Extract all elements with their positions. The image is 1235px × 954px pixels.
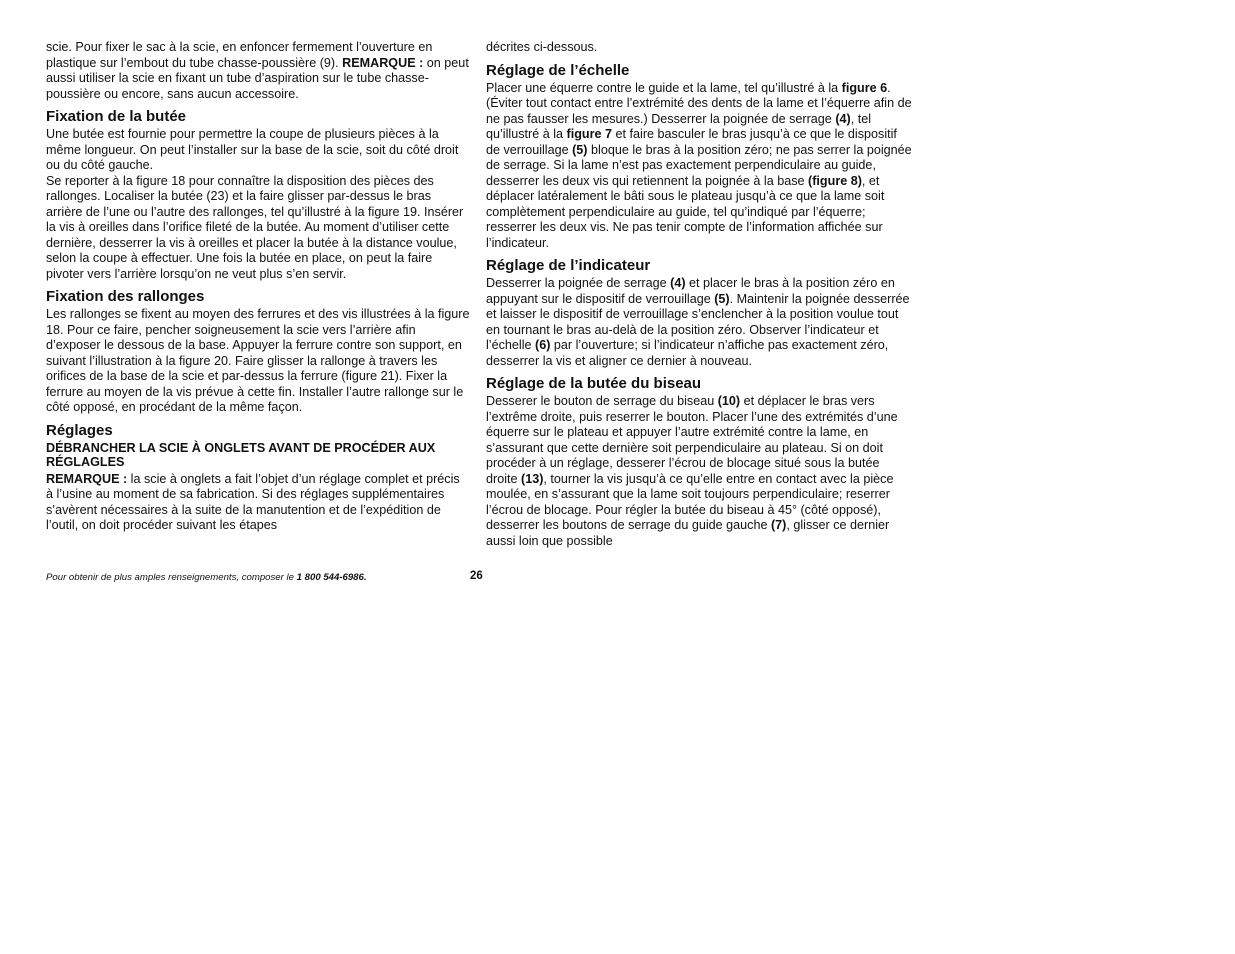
heading-fixation-rallonges: Fixation des rallonges bbox=[46, 288, 205, 305]
text: , et déplacer latéralement le bâti sous le plateau jusqu’à ce que la lame soit complètement perpendiculaire au guide, tel qu’indiqué par l’équerre; resserrer les deux vis. Ne pas tenir compte de l’information affichée sur l’indicateur. bbox=[486, 173, 885, 250]
phone-number: 1 800 544-6986. bbox=[296, 572, 367, 583]
page-number: 26 bbox=[470, 570, 483, 582]
text: , glisser ce dernier aussi loin que possible bbox=[486, 518, 890, 548]
rallonges-paragraph: Les rallonges se fixent au moyen des ferrures et des vis illustrées à la figure 18. Pour ce faire, pencher soigneusement la scie vers l’arrière afin d’exposer le dessous de la base. Appuyer la ferrure contre son support, en suivant l’illustration à la figure 20. Faire glisser la rallonge à travers les orifices de la base de la scie et par-dessus la ferrure (figure 21). Fixer la ferrure au moyen de la vis prévue à cette fin. Installer l’autre rallonge sur le côté opposé, en procédant de la même façon. bbox=[46, 307, 470, 414]
text: on peut aussi utiliser la scie en fixant un tube d’aspiration sur le tube chasse-poussière ou encore, sans aucun accessoire. bbox=[46, 55, 469, 101]
text: , tourner la vis jusqu’à ce qu’elle entre en contact avec la pièce moulée, en s’assurant que la lame soit toujours perpendiculaire; reserrer l’écrou de blocage. Pour régler la butée du biseau à 45° (côté opposé), desserrer les boutons de serrage du guide gauche bbox=[486, 471, 894, 532]
figure-ref: figure 7 bbox=[566, 127, 613, 141]
part-ref: (6) bbox=[535, 338, 551, 352]
footer-note bbox=[46, 572, 367, 583]
remarque-label: REMARQUE : bbox=[342, 55, 424, 70]
text: . Maintenir la poignée desserrée et laisser le dispositif de verrouillage s’enclencher à la position voulue tout en tournant le bras au-delà de la position zéro. Observer l’indicateur et l’échelle bbox=[486, 291, 910, 352]
text: et placer le bras à la position zéro en appuyant sur le dispositif de verrouillage bbox=[486, 276, 895, 306]
echelle-paragraph bbox=[486, 81, 914, 252]
part-ref: (4) bbox=[835, 111, 851, 126]
text: Desserer le bouton de serrage du biseau bbox=[486, 394, 718, 408]
part-ref: (13) bbox=[521, 471, 544, 486]
heading-reglage-echelle: Réglage de l’échelle bbox=[486, 61, 630, 79]
warning-unplug: DÉBRANCHER LA SCIE À ONGLETS AVANT DE PROCÉDER AUX RÉGLAGLES bbox=[46, 440, 436, 469]
heading-reglages: Réglages bbox=[46, 421, 113, 439]
text: la scie à onglets a fait l’objet d’un réglage complet et précis à l’usine au moment de sa fabrication. Si des réglages supplémentaires s’avèrent nécessaires à la suite de la manutention et de l’expédition de l’outil, on doit procéder suivant les étapes bbox=[46, 471, 460, 532]
text: et déplacer le bras vers l’extrême droite, puis reserrer le bouton. Placer l’une des extrémités d’une équerre sur le plateau et appuyer l’autre extrémité contre la lame, en s’assurant que cette dernière soit perpendiculaire au plateau. Si on doit procéder à un réglage, desserer l’écrou de blocage situé sous la butée droite bbox=[486, 394, 898, 486]
text: , tel qu’illustré à la bbox=[486, 111, 872, 141]
footer-text: Pour obtenir de plus amples renseignements, composer le bbox=[46, 572, 297, 583]
reglages-paragraph bbox=[46, 472, 470, 534]
heading-reglage-butee-biseau: Réglage de la butée du biseau bbox=[486, 375, 702, 392]
remarque-label: REMARQUE : bbox=[46, 471, 128, 486]
text: Placer une équerre contre le guide et la lame, tel qu’illustré à la bbox=[486, 80, 842, 95]
text: . (Éviter tout contact entre l’extrémité des dents de la lame et l’équerre afin de ne pas fausser les mesures.) Desserrer la poignée de serrage bbox=[486, 80, 912, 126]
heading-fixation-butee: Fixation de la butée bbox=[46, 108, 187, 125]
biseau-paragraph bbox=[486, 394, 914, 549]
figure-ref: figure 6 bbox=[841, 80, 888, 95]
part-ref: (5) bbox=[572, 142, 588, 157]
part-ref: (7) bbox=[770, 518, 787, 532]
text: par l’ouverture; si l’indicateur n’affiche pas exactement zéro, desserrer la vis et aligner ce dernier à nouveau. bbox=[486, 338, 889, 368]
left-column bbox=[46, 40, 470, 534]
right-column bbox=[486, 40, 914, 549]
continuation-paragraph: décrites ci-dessous. bbox=[486, 40, 598, 54]
text: Desserrer la poignée de serrage bbox=[486, 276, 671, 290]
heading-reglage-indicateur: Réglage de l’indicateur bbox=[486, 257, 651, 274]
figure-ref: (figure 8) bbox=[808, 173, 862, 188]
part-ref: (5) bbox=[714, 291, 730, 306]
part-ref: (10) bbox=[717, 394, 741, 408]
butee-paragraph-1: Une butée est fournie pour permettre la coupe de plusieurs pièces à la même longueur. On peut l’installer sur la base de la scie, soit du côté droit ou du côté gauche. bbox=[46, 127, 459, 172]
intro-paragraph bbox=[46, 40, 470, 102]
text: bloque le bras à la position zéro; ne pas serrer la poignée de serrage. Si la lame n’est pas exactement perpendiculaire au guide, desserrer les deux vis qui retiennent la poignée à la base bbox=[486, 142, 912, 188]
butee-paragraph-2: Se reporter à la figure 18 pour connaître la disposition des pièces des rallonges. Localiser la butée (23) et la faire glisser par-dessus le bras arrière de l’une ou l’autre des rallonges, tel qu’illustré à la figure 19. Insérer la vis à oreilles dans l’orifice fileté de la butée. Au moment d’utiliser cette dernière, desserrer la vis à oreilles et placer la butée à la distance voulue, selon la coupe à effectuer. Une fois la butée en place, on peut la faire pivoter vers l’arrière lorsqu’on ne veut plus s’en servir. bbox=[46, 173, 464, 281]
part-ref: (4) bbox=[670, 276, 686, 290]
text: et faire basculer le bras jusqu’à ce que le dispositif de verrouillage bbox=[486, 127, 897, 157]
indicateur-paragraph bbox=[486, 276, 914, 369]
text: scie. Pour fixer le sac à la scie, en enfoncer fermement l’ouverture en plastique sur l’embout du tube chasse-poussière (9). bbox=[46, 40, 433, 70]
